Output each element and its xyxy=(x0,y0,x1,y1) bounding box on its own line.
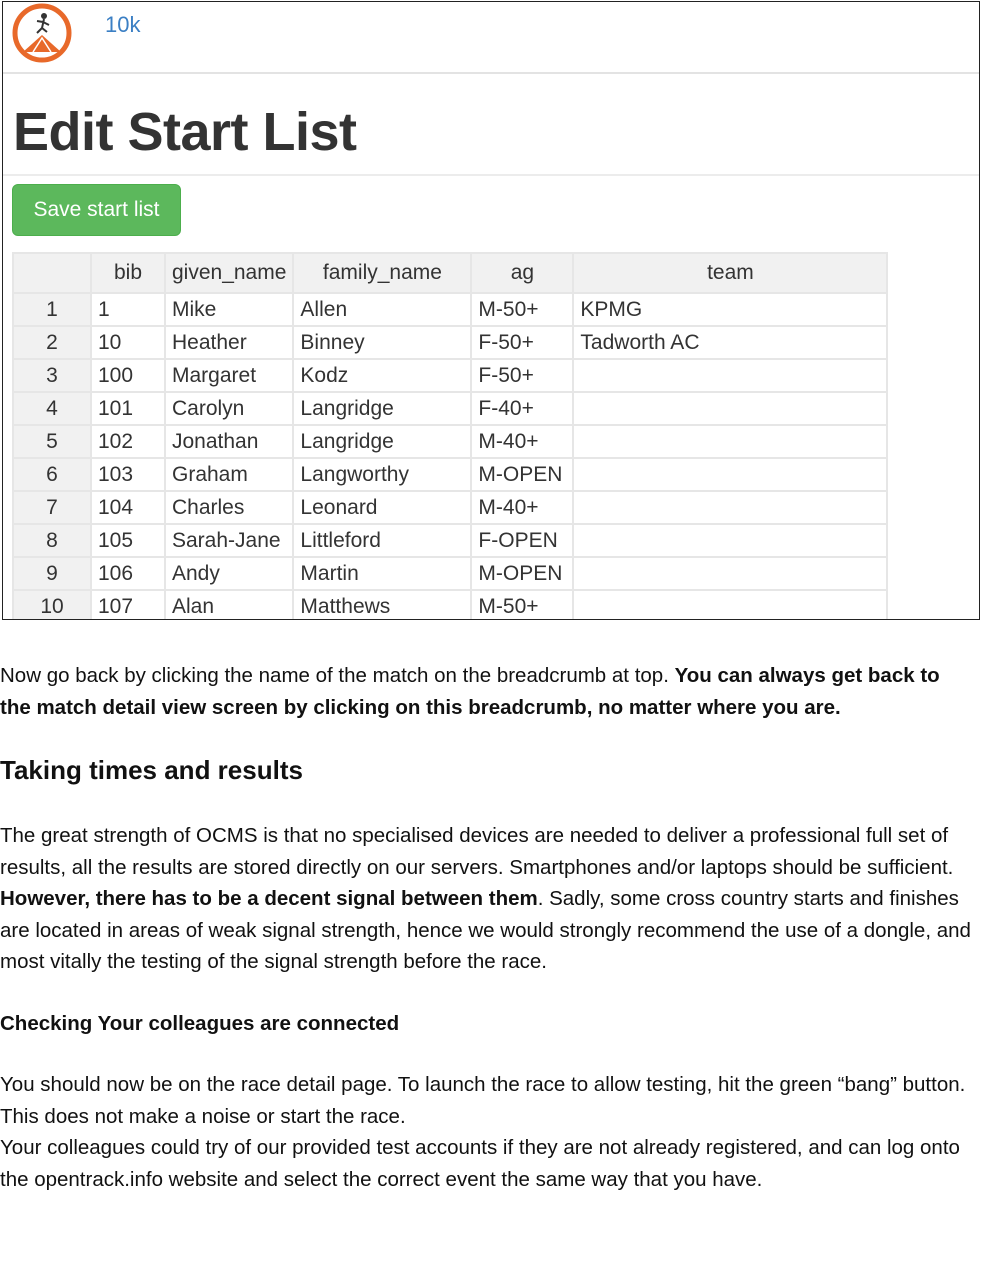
family-name-cell[interactable]: Martin xyxy=(293,557,471,590)
given-name-cell[interactable]: Carolyn xyxy=(165,392,293,425)
given-name-cell[interactable]: Alan xyxy=(165,590,293,620)
bib-cell[interactable]: 106 xyxy=(91,557,165,590)
family-name-cell[interactable]: Kodz xyxy=(293,359,471,392)
ag-cell[interactable]: M-50+ xyxy=(471,590,573,620)
bib-cell[interactable]: 101 xyxy=(91,392,165,425)
ag-cell[interactable]: M-50+ xyxy=(471,293,573,326)
given-name-cell[interactable]: Heather xyxy=(165,326,293,359)
table-header-row xyxy=(13,253,887,293)
given-name-cell[interactable]: Graham xyxy=(165,458,293,491)
ag-cell[interactable]: F-40+ xyxy=(471,392,573,425)
ag-cell[interactable]: F-50+ xyxy=(471,359,573,392)
breadcrumb-match-link[interactable]: 10k xyxy=(105,12,141,37)
save-start-list-button[interactable]: Save start list xyxy=(12,184,181,236)
team-cell[interactable]: KPMG xyxy=(573,293,887,326)
row-number-cell: 9 xyxy=(13,557,91,590)
ag-cell[interactable]: F-50+ xyxy=(471,326,573,359)
bib-cell[interactable]: 107 xyxy=(91,590,165,620)
table-row[interactable] xyxy=(13,293,887,326)
team-cell[interactable] xyxy=(573,458,887,491)
table-row[interactable] xyxy=(13,326,887,359)
table-row[interactable] xyxy=(13,458,887,491)
ag-cell[interactable]: M-OPEN xyxy=(471,557,573,590)
given-name-cell[interactable]: Andy xyxy=(165,557,293,590)
page-title: Edit Start List xyxy=(13,102,357,162)
row-number-cell: 4 xyxy=(13,392,91,425)
family-name-cell[interactable]: Matthews xyxy=(293,590,471,620)
subheading-checking-colleagues: Checking Your colleagues are connected xyxy=(0,1011,400,1035)
given-name-cell[interactable]: Mike xyxy=(165,293,293,326)
column-header-bib[interactable]: bib xyxy=(91,253,165,293)
table-row[interactable] xyxy=(13,392,887,425)
bib-cell[interactable]: 1 xyxy=(91,293,165,326)
row-number-cell: 1 xyxy=(13,293,91,326)
para2-bold-text: However, there has to be a decent signal between them xyxy=(0,887,538,910)
given-name-cell[interactable]: Charles xyxy=(165,491,293,524)
ag-cell[interactable]: M-40+ xyxy=(471,491,573,524)
top-nav-bar xyxy=(3,2,979,74)
test-accounts-paragraph: Your colleagues could try of our provided test accounts if they are not already registered, and can log onto the opentrack.info website and select the correct event the same way that you have. xyxy=(0,1136,960,1191)
table-row[interactable] xyxy=(13,491,887,524)
row-number-cell: 3 xyxy=(13,359,91,392)
start-list-screenshot xyxy=(2,1,980,620)
para2-text-b: . Sadly, some cross country starts and finishes are located in areas of weak signal strength, hence we would strongly recommend the use of a dongle, and most vitally the testing of the signal strength before the race. xyxy=(0,887,971,973)
ag-cell[interactable]: F-OPEN xyxy=(471,524,573,557)
team-cell[interactable] xyxy=(573,359,887,392)
team-cell[interactable] xyxy=(573,590,887,620)
section-heading-taking-times: Taking times and results xyxy=(0,755,303,785)
team-cell[interactable] xyxy=(573,425,887,458)
family-name-cell[interactable]: Allen xyxy=(293,293,471,326)
column-header-given-name[interactable]: given_name xyxy=(165,253,293,293)
given-name-cell[interactable]: Margaret xyxy=(165,359,293,392)
column-header-team[interactable]: team xyxy=(573,253,887,293)
bib-cell[interactable]: 102 xyxy=(91,425,165,458)
strength-paragraph xyxy=(0,820,975,978)
row-number-cell: 5 xyxy=(13,425,91,458)
column-header-ag[interactable]: ag xyxy=(471,253,573,293)
para1-bold-text: You can always get back to the match detail view screen by clicking on this breadcrumb, no matter where you are. xyxy=(0,664,940,719)
family-name-cell[interactable]: Binney xyxy=(293,326,471,359)
runner-logo-icon[interactable] xyxy=(11,2,73,64)
team-cell[interactable]: Tadworth AC xyxy=(573,326,887,359)
row-number-cell: 8 xyxy=(13,524,91,557)
column-header-family-name[interactable]: family_name xyxy=(293,253,471,293)
row-number-cell: 6 xyxy=(13,458,91,491)
given-name-cell[interactable]: Sarah-Jane xyxy=(165,524,293,557)
document-body xyxy=(0,660,975,1195)
para2-text-a: The great strength of OCMS is that no specialised devices are needed to deliver a professional full set of results, all the results are stored directly on our servers. Smartphones and/or laptops should be sufficient. xyxy=(0,824,954,879)
given-name-cell[interactable]: Jonathan xyxy=(165,425,293,458)
start-list-table xyxy=(12,252,888,620)
family-name-cell[interactable]: Langworthy xyxy=(293,458,471,491)
breadcrumb-instruction-paragraph xyxy=(0,660,975,723)
row-number-cell: 7 xyxy=(13,491,91,524)
column-header-index xyxy=(13,253,91,293)
family-name-cell[interactable]: Langridge xyxy=(293,425,471,458)
family-name-cell[interactable]: Langridge xyxy=(293,392,471,425)
bib-cell[interactable]: 100 xyxy=(91,359,165,392)
team-cell[interactable] xyxy=(573,491,887,524)
bib-cell[interactable]: 104 xyxy=(91,491,165,524)
family-name-cell[interactable]: Leonard xyxy=(293,491,471,524)
para1-text: Now go back by clicking the name of the match on the breadcrumb at top. xyxy=(0,664,675,687)
ag-cell[interactable]: M-OPEN xyxy=(471,458,573,491)
team-cell[interactable] xyxy=(573,524,887,557)
table-row[interactable] xyxy=(13,524,887,557)
family-name-cell[interactable]: Littleford xyxy=(293,524,471,557)
race-detail-paragraph: You should now be on the race detail page. To launch the race to allow testing, hit the green “bang” button. This does not make a noise or start the race. xyxy=(0,1073,966,1128)
table-row[interactable] xyxy=(13,425,887,458)
row-number-cell: 2 xyxy=(13,326,91,359)
row-number-cell: 10 xyxy=(13,590,91,620)
table-row[interactable] xyxy=(13,557,887,590)
team-cell[interactable] xyxy=(573,392,887,425)
team-cell[interactable] xyxy=(573,557,887,590)
bib-cell[interactable]: 103 xyxy=(91,458,165,491)
ag-cell[interactable]: M-40+ xyxy=(471,425,573,458)
table-row[interactable] xyxy=(13,590,887,620)
table-row[interactable] xyxy=(13,359,887,392)
bib-cell[interactable]: 10 xyxy=(91,326,165,359)
bib-cell[interactable]: 105 xyxy=(91,524,165,557)
